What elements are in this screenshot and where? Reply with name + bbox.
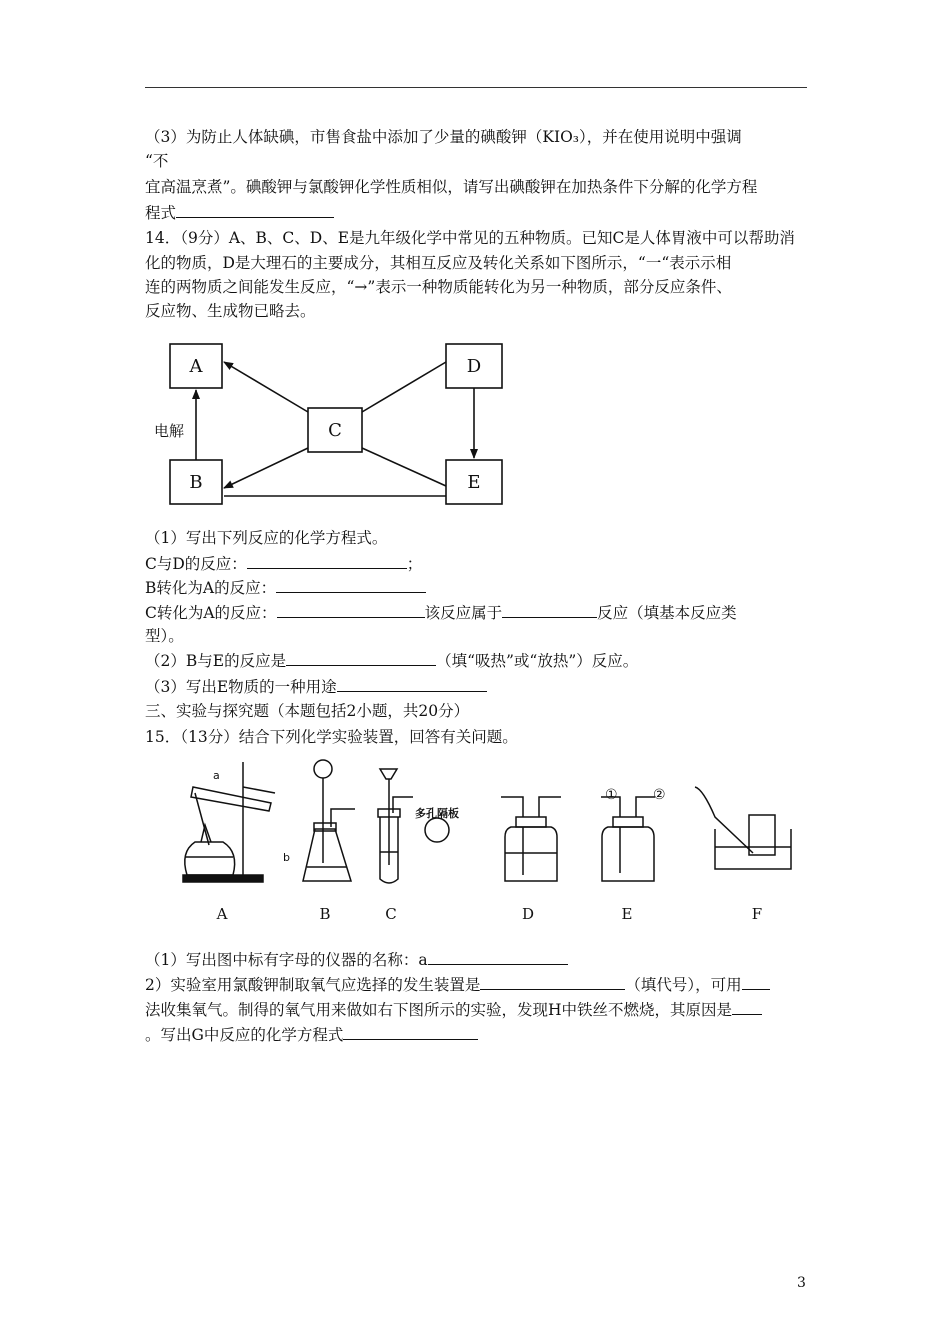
q15-a-blank[interactable] xyxy=(428,948,568,965)
label-b: B xyxy=(189,472,203,493)
label-e: E xyxy=(621,905,633,923)
q14-line4: 反应物、生成物已略去。 xyxy=(145,302,316,320)
q14-line1: 14．（9分）A、B、C、D、E是九年级化学中常见的五种物质。已知C是人体胃液中可以帮助消 xyxy=(145,229,795,247)
q14-line2: 化的物质，D是大理石的主要成分，其相互反应及转化关系如下图所示，“一“表示示相 xyxy=(145,254,732,272)
q14-ba-line xyxy=(145,576,810,599)
q15-sub2-line1 xyxy=(145,973,810,996)
q13-part3-line4 xyxy=(145,201,810,224)
q15-sub2-line2 xyxy=(145,998,810,1021)
q14-sub3-line xyxy=(145,675,810,698)
q14-ca-end2: 型）。 xyxy=(145,627,184,645)
q15-sub1-line xyxy=(145,948,810,971)
label-d: D xyxy=(466,356,482,377)
q15-sub2-mid: （填代号），可用 xyxy=(625,976,742,994)
q14-sub2-label: （2）B与E的反应是 xyxy=(145,652,287,670)
q15-equation-blank[interactable] xyxy=(343,1023,478,1040)
header-rule xyxy=(145,87,807,88)
q14-cd-end: ； xyxy=(406,555,423,573)
label-a: A xyxy=(216,905,228,923)
q14-cd-label: C与D的反应： xyxy=(145,555,247,573)
reaction-diagram xyxy=(150,340,510,512)
q15-sub2-line2-text: 法收集氧气。制得的氧气用来做如右下图所示的实验，发现H中铁丝不燃烧，其原因是 xyxy=(145,1001,733,1019)
porous-plate-label: 多孔隔板 xyxy=(415,807,459,820)
label-c: C xyxy=(328,420,342,441)
q14-ca-mid: 该反应属于 xyxy=(424,604,503,622)
q13-part3-line2: “不 xyxy=(145,152,169,170)
apparatus-figure xyxy=(175,757,795,927)
apparatus-a xyxy=(183,762,275,882)
label-f: F xyxy=(751,905,763,923)
q15-sub2-label: 2）实验室用氯酸钾制取氧气应选择的发生装置是 xyxy=(145,976,481,994)
q14-line3: 连的两物质之间能发生反应，“→”表示一种物质能转化为另一种物质，部分反应条件、 xyxy=(145,278,732,296)
q13-answer-blank[interactable] xyxy=(176,201,334,218)
q14-sub2-line xyxy=(145,649,810,672)
q15-device-blank[interactable] xyxy=(480,973,625,990)
q14-sub2-blank[interactable] xyxy=(286,649,436,666)
apparatus-d xyxy=(501,797,561,881)
apparatus-f xyxy=(695,787,791,869)
page-number: 3 xyxy=(797,1275,806,1291)
q14-sub1: （1）写出下列反应的化学方程式。 xyxy=(145,529,388,547)
q15-sub1-label: （1）写出图中标有字母的仪器的名称：a xyxy=(145,951,428,969)
arrow-c-to-a xyxy=(224,362,308,412)
letter-a: a xyxy=(213,769,220,782)
q14-ca-type-blank[interactable] xyxy=(502,601,597,618)
label-electrolysis: 电解 xyxy=(154,422,185,440)
label-b: B xyxy=(319,905,331,923)
q14-ba-label: B转化为A的反应： xyxy=(145,579,277,597)
apparatus-e xyxy=(601,797,655,881)
q15-reason-blank[interactable] xyxy=(732,998,762,1015)
arrow-c-to-b xyxy=(224,448,308,488)
q14-cd-blank[interactable] xyxy=(247,552,407,569)
q14-sub3-label: （3）写出E物质的一种用途 xyxy=(145,678,337,696)
port-1: ① xyxy=(605,787,618,803)
q15-intro: 15．（13分）结合下列化学实验装置，回答有关问题。 xyxy=(145,728,518,746)
q15-sub2-line3-text: 。写出G中反应的化学方程式 xyxy=(145,1026,344,1044)
q13-part3-line3: 宜高温烹煮”。碘酸钾与氯酸钾化学性质相似，请写出碘酸钾在加热条件下分解的化学方程 xyxy=(145,178,758,196)
q14-ca-label: C转化为A的反应： xyxy=(145,604,277,622)
q14-cd-line xyxy=(145,552,810,575)
port-2: ② xyxy=(653,787,666,803)
q14-ca-end: 反应（填基本反应类 xyxy=(597,604,737,622)
q14-sub3-blank[interactable] xyxy=(337,675,487,692)
label-d: D xyxy=(521,905,535,923)
label-a: A xyxy=(189,356,203,377)
apparatus-b xyxy=(303,760,355,881)
q15-collect-blank[interactable] xyxy=(742,973,770,990)
line-c-e xyxy=(362,448,446,486)
label-e: E xyxy=(467,472,481,493)
letter-b: b xyxy=(283,851,290,864)
label-c: C xyxy=(385,905,397,923)
section3-heading: 三、实验与探究题（本题包括2小题，共20分） xyxy=(145,702,470,720)
q14-ca-line xyxy=(145,601,810,624)
q14-ba-blank[interactable] xyxy=(276,576,426,593)
apparatus-c xyxy=(378,769,449,883)
q13-part3-label: 程式 xyxy=(145,204,177,222)
q13-part3-line1: （3）为防止人体缺碘，市售食盐中添加了少量的碘酸钾（KIO₃），并在使用说明中强调 xyxy=(145,128,742,146)
q14-ca-blank[interactable] xyxy=(277,601,425,618)
line-c-d xyxy=(362,362,446,412)
q15-sub2-line3 xyxy=(145,1023,810,1046)
q14-sub2-end: （填“吸热”或“放热”）反应。 xyxy=(436,652,639,670)
